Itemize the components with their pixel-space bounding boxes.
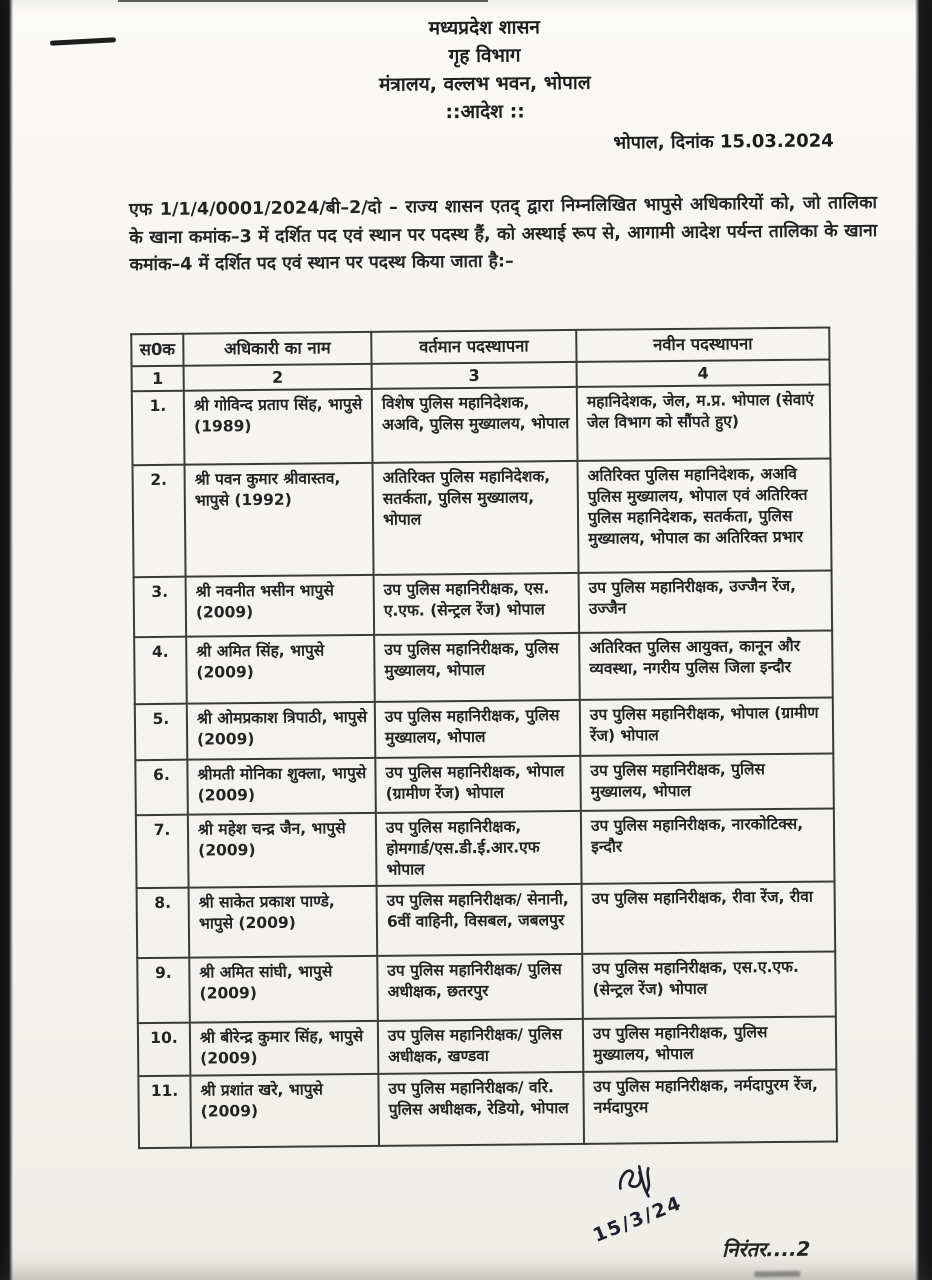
column-number-3: 3 (372, 362, 577, 389)
cell-serial: 4. (134, 637, 187, 704)
cell-officer-name: श्री पवन कुमार श्रीवास्तव, भापुसे (1992) (184, 463, 373, 577)
cell-serial: 11. (138, 1076, 191, 1148)
cell-serial: 5. (135, 704, 188, 760)
cell-current-posting: उप पुलिस महानिरीक्षक/ सेनानी, 6वीं वाहिनी, विसबल, जबलपुर (377, 884, 583, 956)
cut-off-text-remnant (754, 1271, 800, 1277)
cell-officer-name: श्री प्रशांत खरे, भापुसे (2009) (190, 1074, 379, 1148)
cell-new-posting: उप पुलिस महानिरीक्षक, पुलिस मुख्यालय, भोपाल (583, 1016, 836, 1071)
cell-current-posting: उप पुलिस महानिरीक्षक/ पुलिस अधीक्षक, छतरपुर (377, 954, 583, 1021)
table-row (135, 697, 834, 760)
cell-new-posting: अतिरिक्त पुलिस आयुक्त, कानून और व्यवस्था, नगरीय पुलिस जिला इन्दौर (579, 630, 833, 699)
letterhead-government: मध्यप्रदेश शासन (428, 16, 541, 40)
cell-current-posting: उप पुलिस महानिरीक्षक, भोपाल (ग्रामीण रेंज) भोपाल (375, 756, 581, 813)
cell-new-posting: उप पुलिस महानिरीक्षक, नारकोटिक्स, इन्दौर (581, 808, 835, 883)
cell-serial: 8. (137, 888, 190, 958)
continuation-note: निरंतर....2 (721, 1236, 811, 1262)
cell-serial: 1. (132, 391, 185, 465)
table-row (134, 630, 833, 704)
cell-new-posting: महानिदेशक, जेल, म.प्र. भोपाल (सेवाएं जेल विभाग को सौंपते हुए) (577, 384, 831, 460)
cell-current-posting: विशेष पुलिस महानिदेशक, अअवि, पुलिस मुख्यालय, भोपाल (372, 387, 578, 463)
letterhead (114, 10, 855, 129)
cell-current-posting: उप पुलिस महानिरीक्षक/ वरि. पुलिस अधीक्षक, रेडियो, भोपाल (378, 1072, 584, 1146)
cell-serial: 6. (135, 760, 188, 815)
handwritten-signature (588, 1155, 739, 1256)
place-and-date: भोपाल, दिनांक 15.03.2024 (613, 130, 834, 154)
cell-current-posting: अतिरिक्त पुलिस महानिदेशक, सतर्कता, पुलिस मुख्यालय, भोपाल (372, 461, 578, 575)
cell-officer-name: श्री गोविन्द प्रताप सिंह, भापुसे (1989) (184, 389, 373, 465)
letterhead-department: गृह विभाग (448, 44, 521, 68)
cell-current-posting: उप पुलिस महानिरीक्षक, पुलिस मुख्यालय, भोपाल (375, 700, 581, 758)
cell-new-posting: उप पुलिस महानिरीक्षक, रीवा रेंज, रीवा (582, 881, 836, 953)
cell-serial: 2. (132, 465, 185, 577)
table-row (135, 753, 833, 815)
column-number-4: 4 (577, 359, 830, 386)
cell-new-posting: उप पुलिस महानिरीक्षक, उज्जैन रेंज, उज्जैन (579, 570, 833, 632)
header-serial: स0क (131, 334, 183, 366)
order-paragraph: एफ 1/1/4/0001/2024/बी–2/दो – राज्य शासन एतद् द्वारा निम्नलिखित भापुसे अधिकारियों को, जो तालिका के खाना कमांक–3 में दर्शित पद एवं स्थान पर पदस्थ हैं, को अस्थाई रूप से, आगामी आदेश पर्यन्त तालिका के खाना कमांक–4 में दर्शित पद एवं स्थान पर पदस्थ किया जाता है:– (128, 193, 878, 276)
cell-new-posting: उप पुलिस महानिरीक्षक, नर्मदापुरम रेंज, नर्मदापुरम (583, 1069, 837, 1143)
header-new-posting: नवीन पदस्थापना (576, 328, 829, 362)
postings-table (130, 326, 838, 1149)
table-row (134, 570, 833, 637)
table-row (137, 881, 836, 958)
column-number-1: 1 (132, 366, 184, 391)
cell-new-posting: उप पुलिस महानिरीक्षक, भोपाल (ग्रामीण रेंज) भोपाल (580, 697, 834, 755)
header-officer-name: अधिकारी का नाम (183, 332, 371, 366)
table-row (136, 808, 835, 888)
cell-officer-name: श्री साकेत प्रकाश पाण्डे, भापुसे (2009) (189, 886, 378, 958)
table-header (131, 328, 830, 392)
cell-officer-name: श्री अमित सांघी, भापुसे (2009) (189, 956, 378, 1023)
cell-serial: 9. (137, 958, 190, 1023)
letterhead-address: मंत्रालय, वल्लभ भवन, भोपाल (378, 71, 591, 96)
cell-current-posting: उप पुलिस महानिरीक्षक/ पुलिस अधीक्षक, खण्डवा (378, 1019, 583, 1074)
table-row (137, 951, 836, 1023)
cell-current-posting: उप पुलिस महानिरीक्षक, एस. ए.एफ. (सेन्ट्रल रेंज) भोपाल (374, 573, 580, 635)
cell-new-posting: उप पुलिस महानिरीक्षक, पुलिस मुख्यालय, भोपाल (580, 753, 834, 810)
cell-officer-name: श्री बीरेन्द्र कुमार सिंह, भापुसे (2009) (190, 1021, 379, 1076)
cell-new-posting: उप पुलिस महानिरीक्षक, एस.ए.एफ. (सेन्ट्रल रेंज) भोपाल (582, 951, 836, 1018)
cell-officer-name: श्री महेश चन्द्र जैन, भापुसे (2009) (188, 813, 377, 888)
column-number-2: 2 (184, 364, 372, 391)
cell-officer-name: श्री नवनीत भसीन भापुसे (2009) (186, 575, 375, 637)
cell-serial: 7. (136, 815, 189, 888)
cell-officer-name: श्री ओमप्रकाश त्रिपाठी, भापुसे (2009) (187, 702, 376, 760)
table-row (138, 1016, 836, 1076)
cell-officer-name: श्री अमित सिंह, भापुसे (2009) (186, 635, 375, 704)
cell-current-posting: उप पुलिस महानिरीक्षक, होमगार्ड/एस.डी.ई.आर.एफ भोपाल (376, 811, 582, 886)
cell-current-posting: उप पुलिस महानिरीक्षक, पुलिस मुख्यालय, भोपाल (374, 633, 580, 702)
letterhead-order-title: ::आदेश :: (445, 100, 525, 124)
table-row (132, 458, 831, 577)
table-body (132, 384, 837, 1148)
cell-serial: 10. (138, 1023, 191, 1076)
header-current-posting: वर्तमान पदस्थापना (371, 330, 576, 364)
signature-date: 15/3/24 (590, 1191, 686, 1247)
table-row (132, 384, 831, 465)
cell-serial: 3. (134, 577, 187, 637)
table-row (138, 1069, 837, 1148)
cell-officer-name: श्रीमती मोनिका शुक्ला, भापुसे (2009) (187, 758, 376, 815)
cell-new-posting: अतिरिक्त पुलिस महानिदेशक, अअवि पुलिस मुख्यालय, भोपाल एवं अतिरिक्त पुलिस महानिदेशक, सतर्कता, पुलिस मुख्यालय, भोपाल का अतिरिक्त प्रभार (577, 458, 831, 572)
